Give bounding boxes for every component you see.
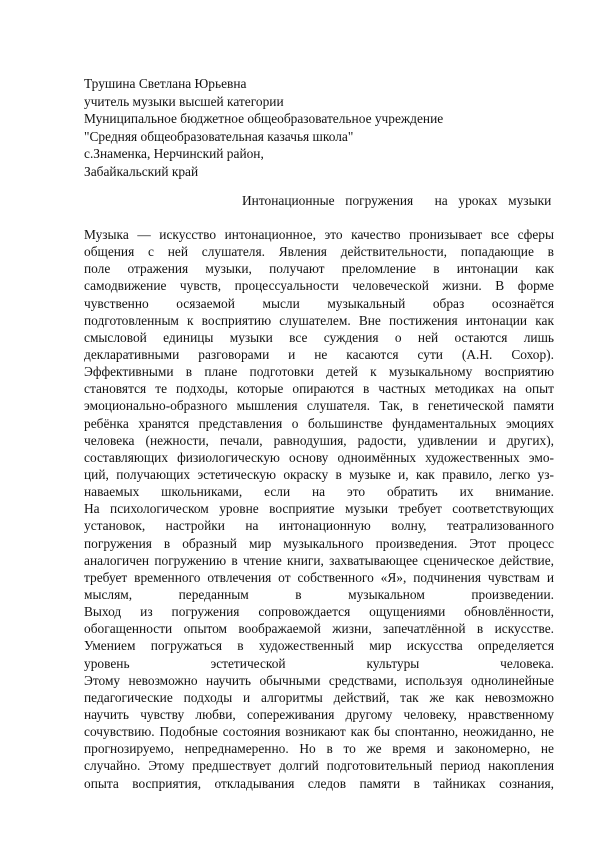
body-line: На психологическом уровне восприятие музыки требует соответствующих [84,501,554,517]
body-line: Выход из погружения сопровождается ощущениями обновлённости, [84,604,554,620]
body-line: прогнозируемо, непреднамеренно. Но в то же время и закономерно, не [84,741,554,757]
body-line: требует временного отвлечения от собственного «Я», подчинения чувствам и [84,569,554,585]
author-school: "Средняя общеобразовательная казачья школа" [84,128,354,144]
body-line: эмоционально-образного мышления слушателя. Так, в генетической памяти [84,398,554,414]
body-line: сочувствию. Подобные состояния возникают как бы спонтанно, неожиданно, не [84,724,554,740]
body-line: самодвижение чувств, процессуальности человеческой жизни. В форме [84,278,554,294]
author-info [84,75,544,181]
author-region: Забайкальский край [84,163,199,179]
body-line: составляющих физиологическую основу одноимённых художественных эмо- [84,449,554,465]
body-line: уровень эстетической культуры человека. [84,655,554,671]
body-line: подготовленным к восприятию слушателем. Вне постижения интонации как [84,312,554,328]
body-line: Этому невозможно научить обычными средствами, используя однолинейные [84,672,554,688]
body-line: ребёнка хранятся представления о большинстве фундаментальных эмоциях [84,415,554,431]
body-line: мыслям, переданным в музыкальном произведении. [84,586,554,602]
body-line: опыта восприятия, откладывания следов памяти в тайниках сознания, [84,775,554,791]
body-line: научить чувству любви, сопереживания другому человеку, нравственному [84,706,554,722]
body-line: чувственно осязаемой мысли музыкальный образ осознаётся [84,295,554,311]
body-line: Эффективными в плане подготовки детей к музыкальному восприятию [84,364,554,380]
body-line: наваемых школьниками, если на это обратить их внимание. [84,484,554,500]
body-line: ций, получающих эстетическую окраску в музыке и, как правило, легко уз- [84,466,554,482]
body-line: установок, настройки на интонационную волну, театрализованного [84,518,554,534]
document-body [84,226,554,792]
body-line: обогащенности опытом воображаемой жизни, запечатлённой в искусстве. [84,621,554,637]
body-line: случайно. Этому предшествует долгий подготовительный период накопления [84,758,554,774]
body-line: педагогические подходы и алгоритмы действий, так же как невозможно [84,689,554,705]
body-line: человека (нежности, печали, равнодушия, радости, удивлении и других), [84,432,554,448]
author-position: учитель музыки высшей категории [84,93,284,109]
body-line: погружения в образный мир музыкального произведения. Этот процесс [84,535,554,551]
author-name: Трушина Светлана Юрьевна [84,76,247,91]
document-title: Интонационные погружения на уроках музыки [242,193,552,208]
body-line: Умением погружаться в художественный мир искусства определяется [84,638,554,654]
body-line: аналогичен погружению в чтение книги, захватывающее сценическое действие, [84,552,554,568]
body-line: Музыка — искусство интонационное, это качество пронизывает все сферы [84,227,554,242]
body-line: декларативными разговорами и не касаются сути (А.Н. Сохор). [84,346,554,362]
body-line: смысловой единицы музыки все суждения о ней остаются лишь [84,329,554,345]
author-location: с.Знаменка, Нерчинский район, [84,146,264,162]
body-line: поле отражения музыки, получают преломление в интонации как [84,261,554,277]
author-institution: Муниципальное бюджетное общеобразовательное учреждение [84,111,444,127]
body-line: становятся те подходы, которые опираются в частных методиках на опыт [84,381,554,397]
body-line: общения с ней слушателя. Явления действительности, попадающие в [84,244,554,260]
